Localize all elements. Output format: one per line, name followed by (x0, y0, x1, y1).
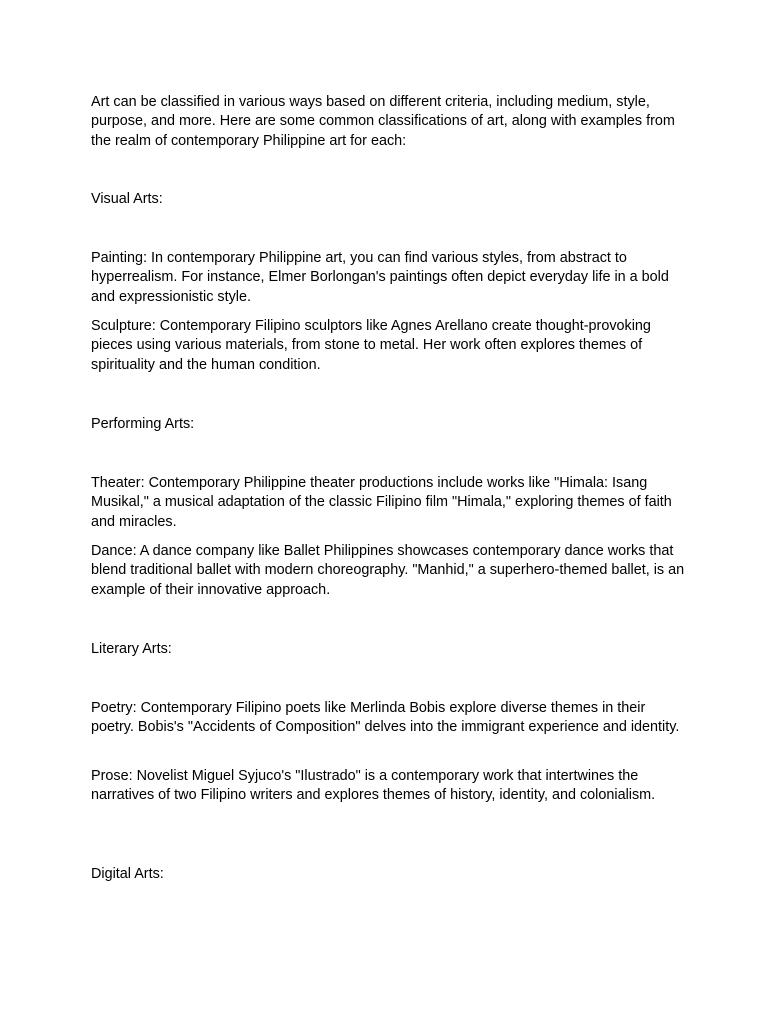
section-heading-digital-arts: Digital Arts: (91, 866, 164, 882)
poetry-paragraph: Poetry: Contemporary Filipino poets like Merlinda Bobis explore diverse themes in their poetry. Bobis's "Accidents of Composition" delves into the immigrant experience and identity. (91, 700, 680, 736)
dance-paragraph: Dance: A dance company like Ballet Philippines showcases contemporary dance works that blend traditional ballet with modern choreography. "Manhid," a superhero-themed ballet, is an example of their innovative approach. (91, 543, 685, 598)
prose-paragraph: Prose: Novelist Miguel Syjuco's "Ilustrado" is a contemporary work that intertwines the narratives of two Filipino writers and explores themes of history, identity, and colonialism. (91, 768, 656, 804)
intro-paragraph: Art can be classified in various ways based on different criteria, including medium, style, purpose, and more. Here are some common classifications of art, along with examples from the realm of contemporary Philippine art for each: (91, 94, 675, 149)
section-heading-literary-arts: Literary Arts: (91, 641, 172, 657)
painting-paragraph: Painting: In contemporary Philippine art, you can find various styles, from abstract to hyperrealism. For instance, Elmer Borlongan's paintings often depict everyday life in a bold and expressionistic style. (91, 250, 669, 305)
theater-paragraph: Theater: Contemporary Philippine theater productions include works like "Himala: Isang Musikal," a musical adaptation of the classic Filipino film "Himala," exploring themes of faith and miracles. (91, 475, 672, 530)
section-heading-visual-arts: Visual Arts: (91, 191, 163, 207)
section-heading-performing-arts: Performing Arts: (91, 416, 195, 432)
sculpture-paragraph: Sculpture: Contemporary Filipino sculptors like Agnes Arellano create thought-provoking pieces using various materials, from stone to metal. Her work often explores themes of spirituality and the human condition. (91, 318, 651, 373)
